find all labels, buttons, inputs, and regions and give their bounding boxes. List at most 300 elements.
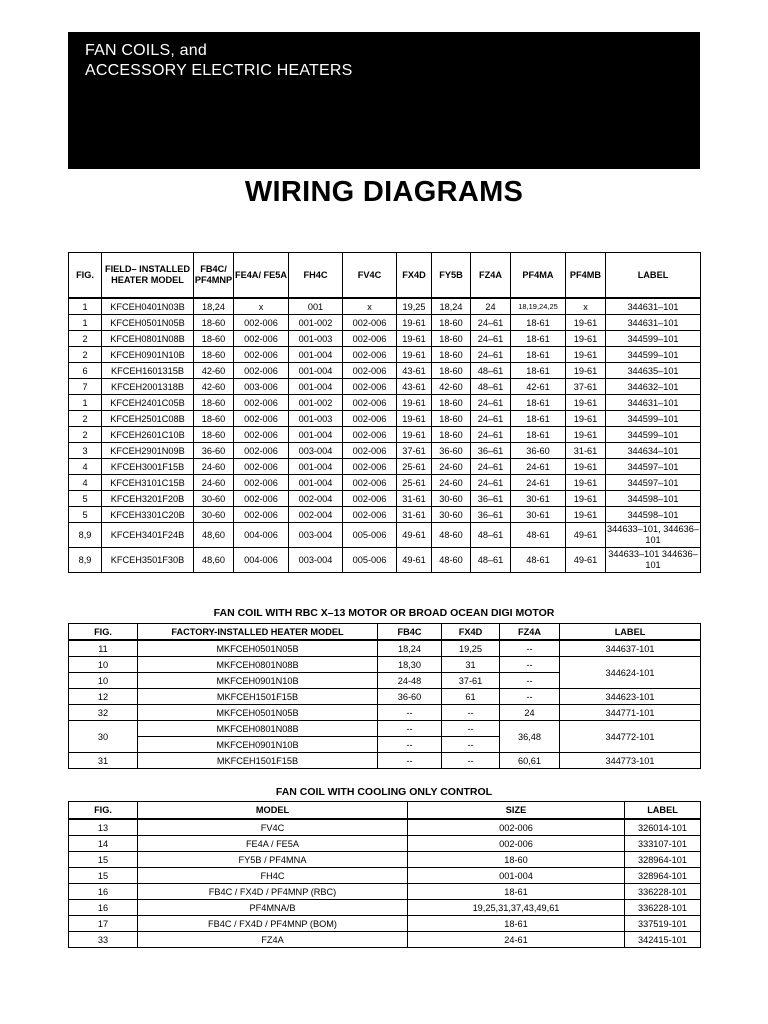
table-cell: 326014-101 bbox=[625, 819, 701, 836]
table-cell: 4 bbox=[69, 459, 102, 475]
column-header: LABEL bbox=[560, 624, 701, 641]
table-cell: KFCEH2601C10B bbox=[102, 427, 194, 443]
table-cell: KFCEH0901N10B bbox=[102, 347, 194, 363]
table-cell: 18-61 bbox=[511, 363, 566, 379]
table-cell: 17 bbox=[69, 916, 138, 932]
table-cell: 19,25,31,37,43,49,61 bbox=[408, 900, 625, 916]
table-cell: 48–61 bbox=[471, 548, 511, 573]
table-cell: 42-60 bbox=[432, 379, 471, 395]
table-cell: x bbox=[566, 298, 606, 315]
table-cell: 24 bbox=[500, 705, 560, 721]
table-cell: 42-60 bbox=[194, 363, 234, 379]
table-cell: 32 bbox=[69, 705, 138, 721]
table-row bbox=[69, 548, 701, 573]
table-cell: x bbox=[343, 298, 397, 315]
table-cell: 42-61 bbox=[511, 379, 566, 395]
column-header: FZ4A bbox=[500, 624, 560, 641]
table-cell: KFCEH3401F24B bbox=[102, 523, 194, 548]
table-cell: 30-60 bbox=[194, 507, 234, 523]
table-cell: 24–61 bbox=[471, 459, 511, 475]
table-cell: 003-004 bbox=[289, 523, 343, 548]
table-cell: 24–61 bbox=[471, 347, 511, 363]
table-cell: 328964-101 bbox=[625, 852, 701, 868]
table-cell: 002-006 bbox=[343, 491, 397, 507]
table-cell: 19-61 bbox=[566, 347, 606, 363]
table-cell: 36-60 bbox=[194, 443, 234, 459]
table-row bbox=[69, 475, 701, 491]
table-cell: 25-61 bbox=[397, 475, 432, 491]
table-cell: 18-60 bbox=[194, 411, 234, 427]
table-cell: 13 bbox=[69, 819, 138, 836]
table-cell: KFCEH3301C20B bbox=[102, 507, 194, 523]
table-cell: -- bbox=[500, 640, 560, 657]
table-cell: 48–61 bbox=[471, 363, 511, 379]
table-cell: 005-006 bbox=[343, 523, 397, 548]
table-cell: 24–61 bbox=[471, 331, 511, 347]
table-cell: 004-006 bbox=[234, 523, 289, 548]
table-cell: 16 bbox=[69, 900, 138, 916]
column-header: FV4C bbox=[343, 253, 397, 299]
table-cell: 24–61 bbox=[471, 395, 511, 411]
column-header: FZ4A bbox=[471, 253, 511, 299]
table-cell: 31 bbox=[69, 753, 138, 769]
factory-installed-heater-table bbox=[68, 623, 701, 769]
table-cell: 24-60 bbox=[432, 475, 471, 491]
table-cell: 6 bbox=[69, 363, 102, 379]
table-cell: 19-61 bbox=[397, 315, 432, 331]
table-cell: 344599–101 bbox=[606, 331, 701, 347]
table-cell: 19-61 bbox=[566, 491, 606, 507]
table-cell: 1 bbox=[69, 315, 102, 331]
table-cell: 3 bbox=[69, 443, 102, 459]
table-cell: 18-60 bbox=[432, 315, 471, 331]
table-cell: 5 bbox=[69, 507, 102, 523]
table-cell: 30-60 bbox=[432, 491, 471, 507]
table-row bbox=[69, 331, 701, 347]
table-cell: 36–61 bbox=[471, 491, 511, 507]
table-cell: 001-004 bbox=[289, 363, 343, 379]
table-cell: 18-60 bbox=[194, 331, 234, 347]
column-header: FH4C bbox=[289, 253, 343, 299]
table-cell: 18-60 bbox=[432, 363, 471, 379]
table-cell: 002-004 bbox=[289, 507, 343, 523]
table-row bbox=[69, 900, 701, 916]
table-cell: -- bbox=[378, 721, 442, 737]
table-row bbox=[69, 491, 701, 507]
table-cell: 002-006 bbox=[234, 315, 289, 331]
table-row bbox=[69, 315, 701, 331]
table-cell: 5 bbox=[69, 491, 102, 507]
table-cell: 33 bbox=[69, 932, 138, 948]
table-cell: 19-61 bbox=[566, 507, 606, 523]
table-cell: 18,24 bbox=[432, 298, 471, 315]
table-row bbox=[69, 507, 701, 523]
table-cell: PF4MNA/B bbox=[138, 900, 408, 916]
table-row bbox=[69, 347, 701, 363]
table-cell: 002-006 bbox=[234, 475, 289, 491]
table-cell: 328964-101 bbox=[625, 868, 701, 884]
table-row bbox=[69, 363, 701, 379]
table-cell: 336228-101 bbox=[625, 900, 701, 916]
table-cell: 002-006 bbox=[343, 347, 397, 363]
table-cell: 002-006 bbox=[234, 347, 289, 363]
table-cell: 2 bbox=[69, 347, 102, 363]
column-header: FIG. bbox=[69, 802, 138, 820]
table-cell: 48–61 bbox=[471, 523, 511, 548]
table-row bbox=[69, 411, 701, 427]
table-cell: KFCEH0401N03B bbox=[102, 298, 194, 315]
table-cell: 002-006 bbox=[343, 395, 397, 411]
table-row bbox=[69, 836, 701, 852]
table-cell: 19-61 bbox=[397, 395, 432, 411]
table-cell: 344599–101 bbox=[606, 411, 701, 427]
table-cell: 18-60 bbox=[194, 347, 234, 363]
table-cell: 61 bbox=[442, 689, 500, 705]
table-cell: 002-006 bbox=[234, 507, 289, 523]
table-cell: 31-61 bbox=[397, 491, 432, 507]
table-cell: 37-61 bbox=[397, 443, 432, 459]
table-row bbox=[69, 705, 701, 721]
table-cell: KFCEH3201F20B bbox=[102, 491, 194, 507]
table-row bbox=[69, 395, 701, 411]
table-cell: 18-60 bbox=[432, 347, 471, 363]
table-cell: 49-61 bbox=[566, 523, 606, 548]
table-cell: 002-006 bbox=[343, 331, 397, 347]
table-cell: 19-61 bbox=[397, 331, 432, 347]
table-cell: MKFCEH0801N08B bbox=[138, 657, 378, 673]
table-cell: 18-60 bbox=[432, 427, 471, 443]
table-cell: KFCEH0801N08B bbox=[102, 331, 194, 347]
table-cell: 002-004 bbox=[289, 491, 343, 507]
column-header: FY5B bbox=[432, 253, 471, 299]
column-header: FB4C bbox=[378, 624, 442, 641]
table-cell: 1 bbox=[69, 395, 102, 411]
table-cell: KFCEH1601315B bbox=[102, 363, 194, 379]
table-cell: 24 bbox=[471, 298, 511, 315]
table-cell: 002-006 bbox=[408, 836, 625, 852]
table-cell: 19-61 bbox=[566, 427, 606, 443]
table-cell: 001-004 bbox=[289, 475, 343, 491]
table-cell: 19-61 bbox=[566, 331, 606, 347]
table-cell: 18-60 bbox=[432, 331, 471, 347]
table-cell: 30 bbox=[69, 721, 138, 753]
table-row bbox=[69, 852, 701, 868]
table-cell: 18-60 bbox=[408, 852, 625, 868]
table-cell: 24-60 bbox=[432, 459, 471, 475]
table-cell: 001-004 bbox=[289, 427, 343, 443]
table-cell: 1 bbox=[69, 298, 102, 315]
table-cell: 19-61 bbox=[397, 427, 432, 443]
table-cell: 18-60 bbox=[432, 395, 471, 411]
table-cell: 48-60 bbox=[432, 523, 471, 548]
column-header: FX4D bbox=[397, 253, 432, 299]
table-cell: 001-002 bbox=[289, 315, 343, 331]
table-cell: 30-60 bbox=[432, 507, 471, 523]
table-row bbox=[69, 819, 701, 836]
table-cell: 43-61 bbox=[397, 363, 432, 379]
table-cell: 31-61 bbox=[397, 507, 432, 523]
table-cell: 003-004 bbox=[289, 443, 343, 459]
table-cell: KFCEH2901N09B bbox=[102, 443, 194, 459]
table-row bbox=[69, 379, 701, 395]
table-cell: 344773-101 bbox=[560, 753, 701, 769]
table-row bbox=[69, 459, 701, 475]
table-cell: 001-003 bbox=[289, 411, 343, 427]
column-header: PF4MB bbox=[566, 253, 606, 299]
table-cell: MKFCEH0901N10B bbox=[138, 673, 378, 689]
table-cell: 31 bbox=[442, 657, 500, 673]
table-cell: 002-006 bbox=[234, 491, 289, 507]
table-cell: 48-61 bbox=[511, 548, 566, 573]
table-cell: 002-006 bbox=[343, 411, 397, 427]
table-cell: FH4C bbox=[138, 868, 408, 884]
banner-line-1: FAN COILS, and bbox=[85, 42, 207, 59]
table-cell: 344598–101 bbox=[606, 491, 701, 507]
table-cell: 002-006 bbox=[234, 427, 289, 443]
column-header: LABEL bbox=[625, 802, 701, 820]
table-cell: 344598–101 bbox=[606, 507, 701, 523]
table-cell: 002-006 bbox=[343, 443, 397, 459]
table-cell: 002-006 bbox=[234, 443, 289, 459]
table-cell: 48,60 bbox=[194, 548, 234, 573]
table-cell: MKFCEH0801N08B bbox=[138, 721, 378, 737]
table-cell: 001-004 bbox=[289, 379, 343, 395]
table-cell: 2 bbox=[69, 331, 102, 347]
table-cell: 43-61 bbox=[397, 379, 432, 395]
table-cell: 18-61 bbox=[511, 395, 566, 411]
table-cell: 24–61 bbox=[471, 411, 511, 427]
table-cell: 2 bbox=[69, 427, 102, 443]
table-cell: KFCEH3101C15B bbox=[102, 475, 194, 491]
table-cell: 001-004 bbox=[408, 868, 625, 884]
table-cell: 24–61 bbox=[471, 315, 511, 331]
table-cell: 005-006 bbox=[343, 548, 397, 573]
table-cell: 24-48 bbox=[378, 673, 442, 689]
table-cell: 001-002 bbox=[289, 395, 343, 411]
table-cell: 344599–101 bbox=[606, 427, 701, 443]
table-cell: FB4C / FX4D / PF4MNP (BOM) bbox=[138, 916, 408, 932]
table-cell: 19-61 bbox=[397, 347, 432, 363]
table-cell: KFCEH3501F30B bbox=[102, 548, 194, 573]
table-cell: 18,24 bbox=[378, 640, 442, 657]
table-cell: -- bbox=[442, 737, 500, 753]
table-cell: 004-006 bbox=[234, 548, 289, 573]
table-cell: 30-61 bbox=[511, 507, 566, 523]
table-row bbox=[69, 916, 701, 932]
table-cell: 24–61 bbox=[471, 475, 511, 491]
table-cell: 7 bbox=[69, 379, 102, 395]
table-cell: 002-006 bbox=[343, 475, 397, 491]
table-cell: KFCEH3001F15B bbox=[102, 459, 194, 475]
table-cell: 4 bbox=[69, 475, 102, 491]
table-cell: 002-006 bbox=[234, 459, 289, 475]
table-cell: 30-61 bbox=[511, 491, 566, 507]
table-cell: FE4A / FE5A bbox=[138, 836, 408, 852]
table-row bbox=[69, 427, 701, 443]
table-cell: FB4C / FX4D / PF4MNP (RBC) bbox=[138, 884, 408, 900]
table-row bbox=[69, 689, 701, 705]
column-header: FB4C/ PF4MNP bbox=[194, 253, 234, 299]
table-cell: 48–61 bbox=[471, 379, 511, 395]
table-cell: 002-006 bbox=[343, 507, 397, 523]
table-cell: 19-61 bbox=[566, 315, 606, 331]
table-row bbox=[69, 932, 701, 948]
table-cell: 19-61 bbox=[566, 395, 606, 411]
table-cell: 25-61 bbox=[397, 459, 432, 475]
table-cell: 344632–101 bbox=[606, 379, 701, 395]
table-cell: 15 bbox=[69, 852, 138, 868]
table-cell: MKFCEH0901N10B bbox=[138, 737, 378, 753]
table-cell: 002-006 bbox=[408, 819, 625, 836]
table-cell: 19-61 bbox=[566, 459, 606, 475]
table-cell: 18-60 bbox=[194, 395, 234, 411]
table-cell: 10 bbox=[69, 657, 138, 673]
rbc-motor-section-title: FAN COIL WITH RBC X–13 MOTOR OR BROAD OCEAN DIGI MOTOR bbox=[213, 607, 555, 619]
table-cell: 18-61 bbox=[511, 315, 566, 331]
table-cell: 003-006 bbox=[234, 379, 289, 395]
table-cell: 336228-101 bbox=[625, 884, 701, 900]
table-cell: 342415-101 bbox=[625, 932, 701, 948]
table-cell: x bbox=[234, 298, 289, 315]
table-cell: 14 bbox=[69, 836, 138, 852]
banner-line-2: ACCESSORY ELECTRIC HEATERS bbox=[85, 62, 353, 79]
table-cell: 16 bbox=[69, 884, 138, 900]
column-header: MODEL bbox=[138, 802, 408, 820]
table-cell: -- bbox=[378, 737, 442, 753]
table-cell: 18-61 bbox=[408, 916, 625, 932]
table-cell: FY5B / PF4MNA bbox=[138, 852, 408, 868]
table-cell: 37-61 bbox=[566, 379, 606, 395]
table-cell: FZ4A bbox=[138, 932, 408, 948]
table-cell: -- bbox=[442, 721, 500, 737]
table-cell: 18-61 bbox=[511, 427, 566, 443]
table-cell: 337519-101 bbox=[625, 916, 701, 932]
table-cell: 36–61 bbox=[471, 443, 511, 459]
table-cell: 48-60 bbox=[432, 548, 471, 573]
table-cell: -- bbox=[500, 689, 560, 705]
table-cell: KFCEH2001318B bbox=[102, 379, 194, 395]
table-cell: KFCEH0501N05B bbox=[102, 315, 194, 331]
table-cell: 11 bbox=[69, 640, 138, 657]
table-cell: 344637-101 bbox=[560, 640, 701, 657]
field-installed-heater-table bbox=[68, 252, 701, 573]
page-title: WIRING DIAGRAMS bbox=[244, 176, 524, 208]
table-cell: 30-60 bbox=[194, 491, 234, 507]
table-cell: 344597–101 bbox=[606, 459, 701, 475]
table-cell: 001 bbox=[289, 298, 343, 315]
table-cell: KFCEH2501C08B bbox=[102, 411, 194, 427]
table-cell: 48-61 bbox=[511, 523, 566, 548]
column-header: FIG. bbox=[69, 253, 102, 299]
table-cell: -- bbox=[442, 705, 500, 721]
column-header: FIG. bbox=[69, 624, 138, 641]
cooling-only-table bbox=[68, 801, 701, 948]
table-cell: 36–61 bbox=[471, 507, 511, 523]
table-cell: FV4C bbox=[138, 819, 408, 836]
table-row bbox=[69, 721, 701, 737]
table-cell: 002-006 bbox=[343, 315, 397, 331]
table-row bbox=[69, 298, 701, 315]
table-cell: 18-60 bbox=[194, 427, 234, 443]
table-cell: 24-61 bbox=[511, 475, 566, 491]
table-cell: 002-006 bbox=[234, 395, 289, 411]
table-cell: 344771-101 bbox=[560, 705, 701, 721]
table-cell: 18-61 bbox=[511, 331, 566, 347]
table-cell: 36,48 bbox=[500, 721, 560, 753]
table-cell: 002-006 bbox=[343, 363, 397, 379]
table-cell: 002-006 bbox=[343, 459, 397, 475]
table-cell: -- bbox=[378, 753, 442, 769]
table-cell: 344631–101 bbox=[606, 395, 701, 411]
column-header: FX4D bbox=[442, 624, 500, 641]
column-header: LABEL bbox=[606, 253, 701, 299]
table-cell: MKFCEH0501N05B bbox=[138, 640, 378, 657]
table-cell: 002-006 bbox=[343, 427, 397, 443]
table-cell: -- bbox=[442, 753, 500, 769]
table-cell: 60,61 bbox=[500, 753, 560, 769]
table-cell: 18,19,24,25 bbox=[511, 298, 566, 315]
table-cell: 8,9 bbox=[69, 548, 102, 573]
table-cell: 36-60 bbox=[511, 443, 566, 459]
table-cell: 36-60 bbox=[432, 443, 471, 459]
table-cell: 48,60 bbox=[194, 523, 234, 548]
table-cell: 15 bbox=[69, 868, 138, 884]
table-cell: 18,30 bbox=[378, 657, 442, 673]
table-cell: 24-60 bbox=[194, 475, 234, 491]
table-cell: 19-61 bbox=[566, 363, 606, 379]
table-cell: 42-60 bbox=[194, 379, 234, 395]
table-cell: MKFCEH1501F15B bbox=[138, 689, 378, 705]
table-cell: 344631–101 bbox=[606, 315, 701, 331]
table-cell: 002-006 bbox=[234, 363, 289, 379]
table-cell: 18-61 bbox=[408, 884, 625, 900]
table-row bbox=[69, 523, 701, 548]
table-cell: MKFCEH1501F15B bbox=[138, 753, 378, 769]
table-cell: 001-004 bbox=[289, 347, 343, 363]
table-cell: 19-61 bbox=[566, 411, 606, 427]
table-cell: 19,25 bbox=[397, 298, 432, 315]
table-cell: -- bbox=[378, 705, 442, 721]
table-cell: 31-61 bbox=[566, 443, 606, 459]
table-cell: 344633–101, 344636–101 bbox=[606, 523, 701, 548]
table-cell: 003-004 bbox=[289, 548, 343, 573]
table-cell: 001-004 bbox=[289, 459, 343, 475]
table-cell: 49-61 bbox=[397, 523, 432, 548]
table-cell: KFCEH2401C05B bbox=[102, 395, 194, 411]
table-cell: 344772-101 bbox=[560, 721, 701, 753]
table-cell: 344623-101 bbox=[560, 689, 701, 705]
table-cell: 344633–101 344636–101 bbox=[606, 548, 701, 573]
table-cell: 344631–101 bbox=[606, 298, 701, 315]
table-cell: 18-61 bbox=[511, 347, 566, 363]
table-row bbox=[69, 868, 701, 884]
table-cell: -- bbox=[500, 657, 560, 673]
table-cell: 8,9 bbox=[69, 523, 102, 548]
table-cell: -- bbox=[500, 673, 560, 689]
table-cell: 18,24 bbox=[194, 298, 234, 315]
table-cell: 19-61 bbox=[566, 475, 606, 491]
table-cell: 344597–101 bbox=[606, 475, 701, 491]
table-cell: 002-006 bbox=[343, 379, 397, 395]
column-header: FIELD– INSTALLED HEATER MODEL bbox=[102, 253, 194, 299]
table-cell: 36-60 bbox=[378, 689, 442, 705]
table-cell: MKFCEH0501N05B bbox=[138, 705, 378, 721]
table-row bbox=[69, 884, 701, 900]
table-cell: 344634–101 bbox=[606, 443, 701, 459]
table-cell: 18-61 bbox=[511, 411, 566, 427]
table-row bbox=[69, 443, 701, 459]
table-cell: 333107-101 bbox=[625, 836, 701, 852]
